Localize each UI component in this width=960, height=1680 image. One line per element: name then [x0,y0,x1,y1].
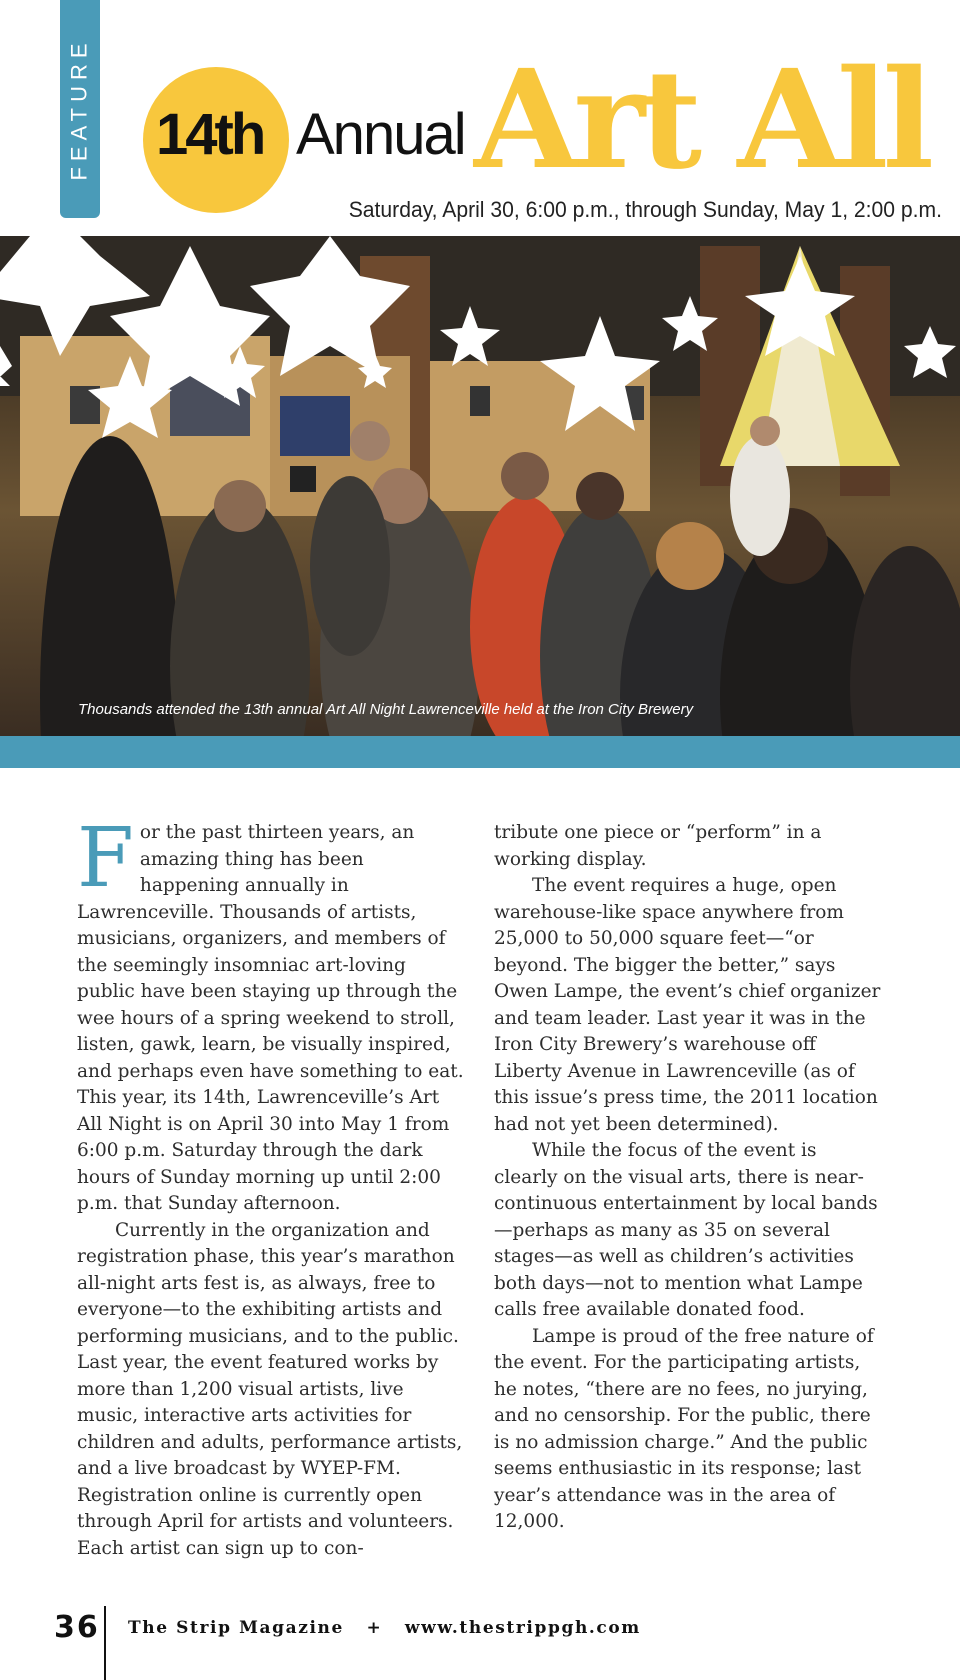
page-number: 36 [54,1610,100,1645]
edition-ordinal: 14th [156,102,264,167]
footer-credit [128,1618,641,1638]
footer-separator: + [366,1618,383,1638]
article-paragraph: While the focus of the event is clearly on the visual arts, there is near-continuous entertainment by local bands—perhaps as many as 35 on several stages—as well as children’s activities both days—not to mention what Lampe calls free available donated food. [494,1140,878,1320]
accent-band [0,736,960,768]
article-paragraph: Currently in the organization and registration phase, this year’s marathon all-night arts fest is, as always, free to everyone—to the exhibiting artists and performing musicians, and to the public. Last year, the event featured works by more than 1,200 visual artists, live music, interactive arts activities for children and adults, performance artists, and a live broadcast by WYEP-FM. Registration online is currently open through April for artists and volunteers. Each artist can sign up to con- [77,1219,463,1559]
annual-label: Annual [296,102,465,167]
page-title: Art All [474,40,929,200]
feature-section-tab [60,0,100,218]
photo-caption: Thousands attended the 13th annual Art All Night Lawrenceville held at the Iron City Brewery [78,701,694,718]
article-paragraph: The event requires a huge, open warehouse-like space anywhere from 25,000 to 50,000 square feet—“or beyond. The bigger the better,” says Owen Lampe, the event’s chief organizer and team leader. Last year it was in the Iron City Brewery’s warehouse off Liberty Avenue in Lawrenceville (as of this issue’s press time, the 2011 location had not yet been determined). [494,875,881,1135]
article-paragraph: Lampe is proud of the free nature of the event. For the participating artists, he notes, “there are no fees, no jurying, and no censorship. For the public, there is no admission charge.” And the public seems enthusiastic in its response; last year’s attendance was in the area of 12,000. [494,1325,874,1532]
article-column-left [77,811,465,1562]
crowd-photo-illustration [0,236,960,736]
article-paragraph: tribute one piece or “perform” in a working display. [494,822,822,870]
article-paragraph: For the past thirteen years, an amazing thing has been happening annually in Lawrenceville. Thousands of artists, musicians, organizers, and members of the seemingly insomniac art-loving public have been staying up through the wee hours of a spring weekend to stroll, listen, gawk, learn, be visually inspired, and perhaps even have something to eat. This year, its 14th, Lawrenceville’s Art All Night is on April 30 into May 1 from 6:00 p.m. Saturday through the dark hours of Sunday morning up until 2:00 p.m. that Sunday afternoon. [77,811,464,1214]
footer-divider [104,1606,106,1680]
event-dates: Saturday, April 30, 6:00 p.m., through Sunday, May 1, 2:00 p.m. [348,197,942,222]
magazine-name: The Strip Magazine [128,1618,344,1638]
event-photo [0,236,960,736]
feature-label: FEATURE [67,37,93,181]
website-link[interactable]: www.thestrippgh.com [404,1618,641,1638]
article-column-right [494,820,882,1536]
